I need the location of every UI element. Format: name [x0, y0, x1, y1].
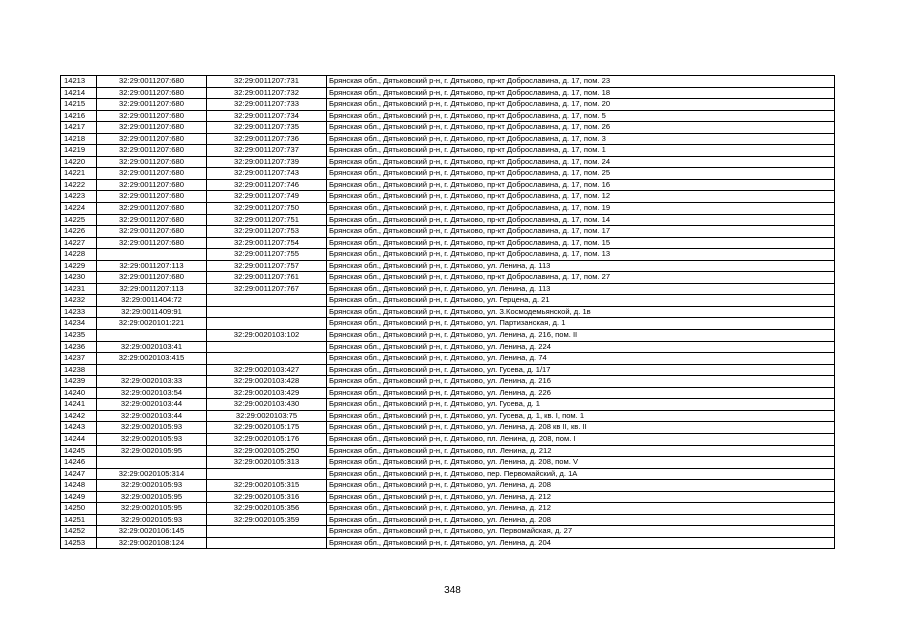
row-number-cell: 14222: [61, 179, 97, 191]
parent-cadastral-number-cell: 32:29:0020105:95: [97, 503, 207, 515]
row-number-cell: 14250: [61, 503, 97, 515]
row-number-cell: 14235: [61, 330, 97, 342]
row-number-cell: 14226: [61, 226, 97, 238]
row-number-cell: 14241: [61, 399, 97, 411]
row-number-cell: 14234: [61, 318, 97, 330]
cadastral-number-cell: 32:29:0020105:356: [207, 503, 327, 515]
row-number-cell: 14221: [61, 168, 97, 180]
cadastral-number-cell: 32:29:0020105:316: [207, 491, 327, 503]
parent-cadastral-number-cell: 32:29:0020105:93: [97, 433, 207, 445]
row-number-cell: 14249: [61, 491, 97, 503]
row-number-cell: 14247: [61, 468, 97, 480]
cadastral-number-cell: 32:29:0020105:176: [207, 433, 327, 445]
address-cell: Брянская обл., Дятьковский р-н, г. Дятьково, ул. Ленина, д. 113: [327, 283, 835, 295]
cadastral-number-cell: [207, 341, 327, 353]
row-number-cell: 14233: [61, 306, 97, 318]
page-number: 348: [444, 585, 461, 596]
cadastral-number-cell: 32:29:0011207:732: [207, 87, 327, 99]
address-cell: Брянская обл., Дятьковский р-н, г. Дятьково, ул. Ленина, д. 74: [327, 353, 835, 365]
address-cell: Брянская обл., Дятьковский р-н, г. Дятьково, пр-кт Доброславина, д. 17, пом. 5: [327, 110, 835, 122]
address-cell: Брянская обл., Дятьковский р-н, г. Дятьково, ул. Гусева, д. 1: [327, 399, 835, 411]
cadastral-number-cell: 32:29:0011207:751: [207, 214, 327, 226]
cadastral-number-cell: 32:29:0020103:427: [207, 364, 327, 376]
address-cell: Брянская обл., Дятьковский р-н, г. Дятьково, ул. Ленина, д. 208: [327, 514, 835, 526]
cadastral-number-cell: [207, 306, 327, 318]
row-number-cell: 14218: [61, 133, 97, 145]
address-cell: Брянская обл., Дятьковский р-н, г. Дятьково, ул. Ленина, д. 224: [327, 341, 835, 353]
table-row: [61, 99, 835, 111]
parent-cadastral-number-cell: 32:29:0020105:93: [97, 514, 207, 526]
address-cell: Брянская обл., Дятьковский р-н, г. Дятьково, ул. Первомайская, д. 27: [327, 526, 835, 538]
table-row: [61, 399, 835, 411]
address-cell: Брянская обл., Дятьковский р-н, г. Дятьково, пр-кт Доброславина, д. 17, пом. 23: [327, 76, 835, 88]
address-cell: Брянская обл., Дятьковский р-н, г. Дятьково, ул. З.Космодемьянской, д. 1в: [327, 306, 835, 318]
address-cell: Брянская обл., Дятьковский р-н, г. Дятьково, ул. Ленина, д. 216: [327, 376, 835, 388]
table-row: [61, 272, 835, 284]
table-row: [61, 156, 835, 168]
table-row: [61, 353, 835, 365]
cadastral-number-cell: 32:29:0011207:749: [207, 191, 327, 203]
cadastral-number-cell: 32:29:0011207:753: [207, 226, 327, 238]
table-row: [61, 445, 835, 457]
cadastral-number-cell: 32:29:0020103:429: [207, 387, 327, 399]
table-row: [61, 249, 835, 261]
parent-cadastral-number-cell: 32:29:0020105:314: [97, 468, 207, 480]
parent-cadastral-number-cell: 32:29:0011207:680: [97, 226, 207, 238]
address-cell: Брянская обл., Дятьковский р-н, г. Дятьково, пр-кт Доброславина, д. 17, пом. 19: [327, 203, 835, 215]
table-row: [61, 330, 835, 342]
parent-cadastral-number-cell: 32:29:0020105:95: [97, 491, 207, 503]
address-cell: Брянская обл., Дятьковский р-н, г. Дятьково, пл. Ленина, д. 208, пом. I: [327, 433, 835, 445]
parent-cadastral-number-cell: 32:29:0020103:44: [97, 399, 207, 411]
table-row: [61, 410, 835, 422]
parent-cadastral-number-cell: 32:29:0011207:680: [97, 237, 207, 249]
address-cell: Брянская обл., Дятьковский р-н, г. Дятьково, пр-кт Доброславина, д. 17, пом. 27: [327, 272, 835, 284]
row-number-cell: 14248: [61, 480, 97, 492]
address-cell: Брянская обл., Дятьковский р-н, г. Дятьково, пр-кт Доброславина, д. 17, пом. 14: [327, 214, 835, 226]
parent-cadastral-number-cell: 32:29:0011207:113: [97, 260, 207, 272]
row-number-cell: 14252: [61, 526, 97, 538]
address-cell: Брянская обл., Дятьковский р-н, г. Дятьково, пр-кт Доброславина, д. 17, пом. 1: [327, 145, 835, 157]
table-row: [61, 226, 835, 238]
parent-cadastral-number-cell: 32:29:0011207:680: [97, 133, 207, 145]
cadastral-number-cell: 32:29:0020103:428: [207, 376, 327, 388]
parent-cadastral-number-cell: 32:29:0011207:680: [97, 76, 207, 88]
cadastral-number-cell: 32:29:0020105:359: [207, 514, 327, 526]
row-number-cell: 14227: [61, 237, 97, 249]
parent-cadastral-number-cell: 32:29:0011207:680: [97, 99, 207, 111]
parent-cadastral-number-cell: 32:29:0020108:124: [97, 537, 207, 549]
table-row: [61, 341, 835, 353]
cadastral-number-cell: 32:29:0011207:761: [207, 272, 327, 284]
address-cell: Брянская обл., Дятьковский р-н, г. Дятьково, пр-кт Доброславина, д. 17, пом. 12: [327, 191, 835, 203]
registry-table-body: [61, 76, 835, 549]
cadastral-number-cell: [207, 526, 327, 538]
row-number-cell: 14237: [61, 353, 97, 365]
cadastral-number-cell: 32:29:0020105:250: [207, 445, 327, 457]
table-row: [61, 526, 835, 538]
cadastral-number-cell: 32:29:0020105:315: [207, 480, 327, 492]
row-number-cell: 14219: [61, 145, 97, 157]
parent-cadastral-number-cell: 32:29:0011404:72: [97, 295, 207, 307]
row-number-cell: 14232: [61, 295, 97, 307]
row-number-cell: 14230: [61, 272, 97, 284]
row-number-cell: 14228: [61, 249, 97, 261]
parent-cadastral-number-cell: 32:29:0020103:415: [97, 353, 207, 365]
table-row: [61, 480, 835, 492]
table-row: [61, 133, 835, 145]
cadastral-number-cell: 32:29:0011207:734: [207, 110, 327, 122]
address-cell: Брянская обл., Дятьковский р-н, г. Дятьково, пр-кт Доброславина, д. 17, пом. 25: [327, 168, 835, 180]
address-cell: Брянская обл., Дятьковский р-н, г. Дятьково, ул. Ленина, д. 208, пом. V: [327, 457, 835, 469]
cadastral-number-cell: 32:29:0011207:737: [207, 145, 327, 157]
row-number-cell: 14224: [61, 203, 97, 215]
table-row: [61, 179, 835, 191]
cadastral-number-cell: 32:29:0020103:430: [207, 399, 327, 411]
table-row: [61, 537, 835, 549]
address-cell: Брянская обл., Дятьковский р-н, г. Дятьково, пр-кт Доброславина, д. 17, пом. 20: [327, 99, 835, 111]
cadastral-number-cell: 32:29:0011207:746: [207, 179, 327, 191]
row-number-cell: 14239: [61, 376, 97, 388]
cadastral-number-cell: 32:29:0011207:743: [207, 168, 327, 180]
table-row: [61, 295, 835, 307]
address-cell: Брянская обл., Дятьковский р-н, г. Дятьково, пр-кт Доброславина, д. 17, пом. 16: [327, 179, 835, 191]
cadastral-number-cell: 32:29:0020105:313: [207, 457, 327, 469]
address-cell: Брянская обл., Дятьковский р-н, г. Дятьково, ул. Герцена, д. 21: [327, 295, 835, 307]
parent-cadastral-number-cell: 32:29:0020105:93: [97, 480, 207, 492]
parent-cadastral-number-cell: [97, 249, 207, 261]
parent-cadastral-number-cell: 32:29:0011207:680: [97, 168, 207, 180]
cadastral-number-cell: 32:29:0011207:735: [207, 122, 327, 134]
cadastral-number-cell: 32:29:0011207:757: [207, 260, 327, 272]
table-row: [61, 214, 835, 226]
parent-cadastral-number-cell: 32:29:0020103:54: [97, 387, 207, 399]
parent-cadastral-number-cell: 32:29:0020106:145: [97, 526, 207, 538]
row-number-cell: 14223: [61, 191, 97, 203]
parent-cadastral-number-cell: 32:29:0011207:113: [97, 283, 207, 295]
cadastral-number-cell: [207, 318, 327, 330]
address-cell: Брянская обл., Дятьковский р-н, г. Дятьково, пр-кт Доброславина, д. 17, пом. 3: [327, 133, 835, 145]
row-number-cell: 14246: [61, 457, 97, 469]
table-row: [61, 422, 835, 434]
address-cell: Брянская обл., Дятьковский р-н, г. Дятьково, ул. Ленина, д. 216, пом. II: [327, 330, 835, 342]
address-cell: Брянская обл., Дятьковский р-н, г. Дятьково, пер. Первомайский, д. 1А: [327, 468, 835, 480]
row-number-cell: 14240: [61, 387, 97, 399]
address-cell: Брянская обл., Дятьковский р-н, г. Дятьково, ул. Партизанская, д. 1: [327, 318, 835, 330]
row-number-cell: 14243: [61, 422, 97, 434]
parent-cadastral-number-cell: 32:29:0011207:680: [97, 214, 207, 226]
row-number-cell: 14231: [61, 283, 97, 295]
row-number-cell: 14238: [61, 364, 97, 376]
address-cell: Брянская обл., Дятьковский р-н, г. Дятьково, пр-кт Доброславина, д. 17, пом. 24: [327, 156, 835, 168]
parent-cadastral-number-cell: 32:29:0011207:680: [97, 87, 207, 99]
parent-cadastral-number-cell: 32:29:0011207:680: [97, 156, 207, 168]
table-row: [61, 110, 835, 122]
table-row: [61, 364, 835, 376]
table-row: [61, 433, 835, 445]
address-cell: Брянская обл., Дятьковский р-н, г. Дятьково, пр-кт Доброславина, д. 17, пом. 18: [327, 87, 835, 99]
cadastral-number-cell: 32:29:0011207:767: [207, 283, 327, 295]
parent-cadastral-number-cell: 32:29:0020103:44: [97, 410, 207, 422]
table-row: [61, 191, 835, 203]
row-number-cell: 14242: [61, 410, 97, 422]
table-row: [61, 468, 835, 480]
cadastral-number-cell: 32:29:0011207:750: [207, 203, 327, 215]
row-number-cell: 14229: [61, 260, 97, 272]
cadastral-number-cell: 32:29:0011207:755: [207, 249, 327, 261]
cadastral-number-cell: 32:29:0020103:75: [207, 410, 327, 422]
row-number-cell: 14244: [61, 433, 97, 445]
address-cell: Брянская обл., Дятьковский р-н, г. Дятьково, ул. Ленина, д. 113: [327, 260, 835, 272]
parent-cadastral-number-cell: 32:29:0011207:680: [97, 110, 207, 122]
parent-cadastral-number-cell: 32:29:0011207:680: [97, 122, 207, 134]
cadastral-number-cell: 32:29:0011207:754: [207, 237, 327, 249]
cadastral-number-cell: 32:29:0020105:175: [207, 422, 327, 434]
table-row: [61, 491, 835, 503]
table-row: [61, 457, 835, 469]
address-cell: Брянская обл., Дятьковский р-н, г. Дятьково, пр-кт Доброславина, д. 17, пом. 13: [327, 249, 835, 261]
address-cell: Брянская обл., Дятьковский р-н, г. Дятьково, ул. Ленина, д. 212: [327, 503, 835, 515]
parent-cadastral-number-cell: 32:29:0020101:221: [97, 318, 207, 330]
table-row: [61, 260, 835, 272]
cadastral-number-cell: 32:29:0020103:102: [207, 330, 327, 342]
cadastral-number-cell: [207, 468, 327, 480]
address-cell: Брянская обл., Дятьковский р-н, г. Дятьково, ул. Гусева, д. 1/17: [327, 364, 835, 376]
table-row: [61, 122, 835, 134]
table-row: [61, 376, 835, 388]
table-row: [61, 168, 835, 180]
row-number-cell: 14245: [61, 445, 97, 457]
row-number-cell: 14215: [61, 99, 97, 111]
cadastral-number-cell: [207, 295, 327, 307]
table-row: [61, 283, 835, 295]
property-registry-table: [60, 75, 835, 549]
row-number-cell: 14236: [61, 341, 97, 353]
address-cell: Брянская обл., Дятьковский р-н, г. Дятьково, ул. Ленина, д. 204: [327, 537, 835, 549]
address-cell: Брянская обл., Дятьковский р-н, г. Дятьково, ул. Гусева, д. 1, кв. I, пом. 1: [327, 410, 835, 422]
table-row: [61, 237, 835, 249]
row-number-cell: 14220: [61, 156, 97, 168]
table-row: [61, 306, 835, 318]
parent-cadastral-number-cell: 32:29:0011207:680: [97, 191, 207, 203]
address-cell: Брянская обл., Дятьковский р-н, г. Дятьково, ул. Ленина, д. 208 кв II, кв. II: [327, 422, 835, 434]
parent-cadastral-number-cell: 32:29:0020105:95: [97, 445, 207, 457]
cadastral-number-cell: [207, 353, 327, 365]
address-cell: Брянская обл., Дятьковский р-н, г. Дятьково, ул. Ленина, д. 226: [327, 387, 835, 399]
parent-cadastral-number-cell: 32:29:0011207:680: [97, 179, 207, 191]
address-cell: Брянская обл., Дятьковский р-н, г. Дятьково, ул. Ленина, д. 208: [327, 480, 835, 492]
parent-cadastral-number-cell: 32:29:0020103:41: [97, 341, 207, 353]
cadastral-number-cell: 32:29:0011207:733: [207, 99, 327, 111]
parent-cadastral-number-cell: 32:29:0011207:680: [97, 272, 207, 284]
table-row: [61, 145, 835, 157]
address-cell: Брянская обл., Дятьковский р-н, г. Дятьково, пр-кт Доброславина, д. 17, пом. 15: [327, 237, 835, 249]
parent-cadastral-number-cell: [97, 457, 207, 469]
cadastral-number-cell: 32:29:0011207:736: [207, 133, 327, 145]
row-number-cell: 14251: [61, 514, 97, 526]
cadastral-number-cell: [207, 537, 327, 549]
table-row: [61, 203, 835, 215]
parent-cadastral-number-cell: 32:29:0011207:680: [97, 145, 207, 157]
table-row: [61, 76, 835, 88]
row-number-cell: 14217: [61, 122, 97, 134]
row-number-cell: 14253: [61, 537, 97, 549]
table-row: [61, 87, 835, 99]
address-cell: Брянская обл., Дятьковский р-н, г. Дятьково, пр-кт Доброславина, д. 17, пом. 17: [327, 226, 835, 238]
row-number-cell: 14216: [61, 110, 97, 122]
parent-cadastral-number-cell: [97, 364, 207, 376]
parent-cadastral-number-cell: 32:29:0011409:91: [97, 306, 207, 318]
table-row: [61, 387, 835, 399]
cadastral-number-cell: 32:29:0011207:731: [207, 76, 327, 88]
parent-cadastral-number-cell: 32:29:0020105:93: [97, 422, 207, 434]
cadastral-number-cell: 32:29:0011207:739: [207, 156, 327, 168]
parent-cadastral-number-cell: 32:29:0020103:33: [97, 376, 207, 388]
table-row: [61, 514, 835, 526]
parent-cadastral-number-cell: [97, 330, 207, 342]
address-cell: Брянская обл., Дятьковский р-н, г. Дятьково, пр-кт Доброславина, д. 17, пом. 26: [327, 122, 835, 134]
table-row: [61, 318, 835, 330]
table-row: [61, 503, 835, 515]
row-number-cell: 14214: [61, 87, 97, 99]
parent-cadastral-number-cell: 32:29:0011207:680: [97, 203, 207, 215]
row-number-cell: 14213: [61, 76, 97, 88]
address-cell: Брянская обл., Дятьковский р-н, г. Дятьково, пл. Ленина, д. 212: [327, 445, 835, 457]
address-cell: Брянская обл., Дятьковский р-н, г. Дятьково, ул. Ленина, д. 212: [327, 491, 835, 503]
row-number-cell: 14225: [61, 214, 97, 226]
